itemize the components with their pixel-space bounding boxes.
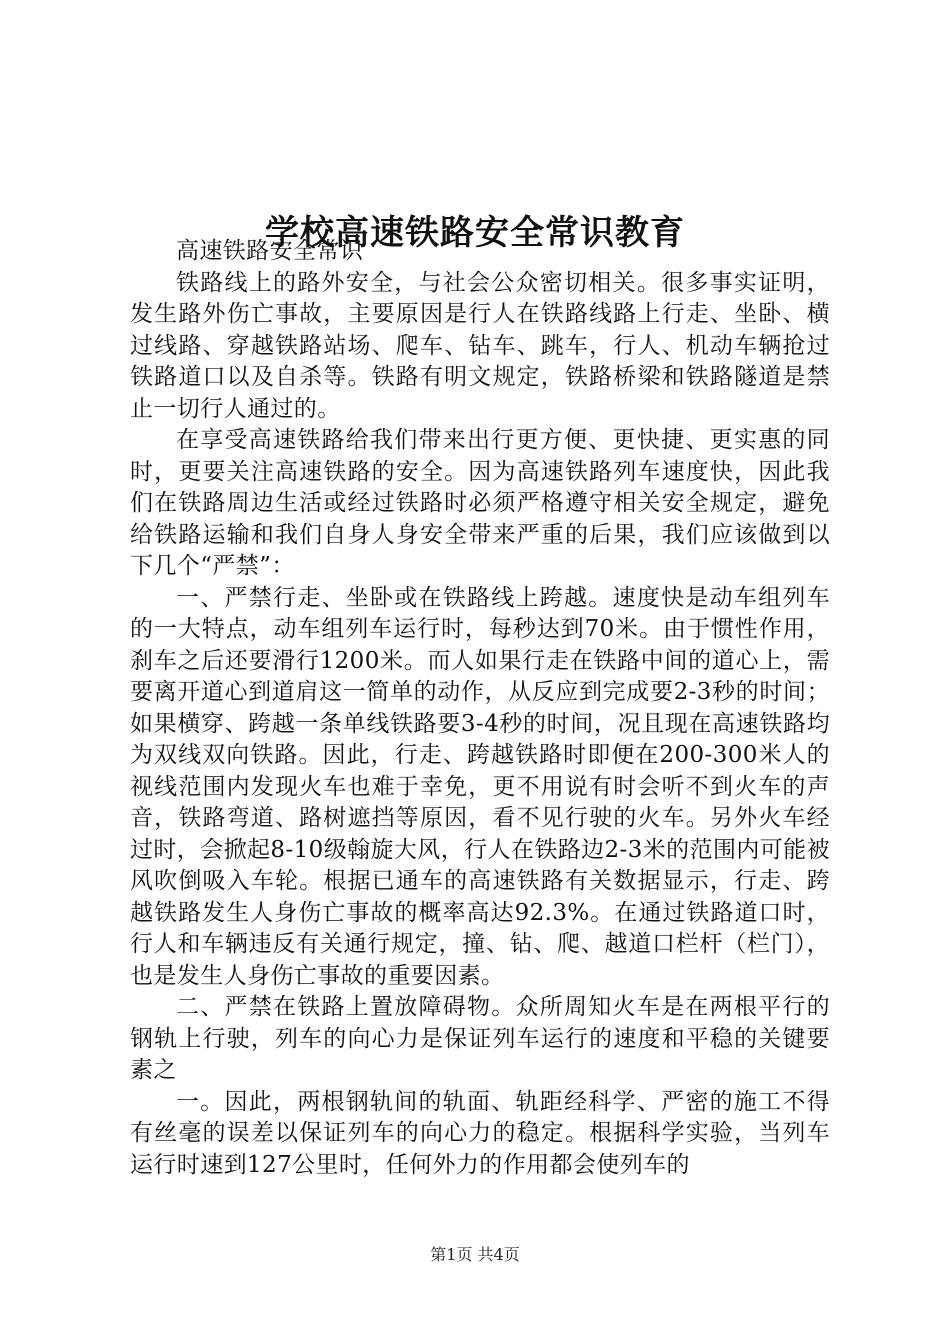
paragraph: 一。因此，两根钢轨间的轨面、轨距经科学、严密的施工不得有丝毫的误差以保证列车的向心力的稳定。根据科学实验，当列车运行时速到127公里时，任何外力的作用都会使列车的 bbox=[130, 1088, 830, 1178]
paragraph: 铁路线上的路外安全，与社会公众密切相关。很多事实证明，发生路外伤亡事故，主要原因是行人在铁路线路上行走、坐卧、横过线路、穿越铁路站场、爬车、钻车、跳车，行人、机动车辆抢过铁路道口以及自杀等。铁路有明文规定，铁路桥梁和铁路隧道是禁止一切行人通过的。 bbox=[130, 269, 830, 422]
paragraph: 在享受高速铁路给我们带来出行更方便、更快捷、更实惠的同时，更要关注高速铁路的安全。因为高速铁路列车速度快，因此我们在铁路周边生活或经过铁路时必须严格遵守相关安全规定，避免给铁路运输和我们自身人身安全带来严重的后果，我们应该做到以下几个“严禁”： bbox=[130, 427, 830, 579]
document-title: 学校高速铁路安全常识教育 bbox=[265, 212, 685, 253]
paragraph: 一、严禁行走、坐卧或在铁路线上跨越。速度快是动车组列车的一大特点，动车组列车运行时，每秒达到70米。由于惯性作用，刹车之后还要滑行1200米。而人如果行走在铁路中间的道心上，需要离开道心到道肩这一简单的动作，从反应到完成要2-3秒的时间；如果横穿、跨越一条单线铁路要3-4秒的时间，况且现在高速铁路均为双线双向铁路。因此，行走、跨越铁路时即便在200-300米人的视线范围内发现火车也难于幸免，更不用说有时会听不到火车的声音，铁路弯道、路树遮挡等原因，看不见行驶的火车。另外火车经过时，会掀起8-10级翰旋大风，行人在铁路边2-3米的范围内可能被风吹倒吸入车轮。根据已通车的高速铁路有关数据显示，行走、跨越铁路发生人身伤亡事故的概率高达92.3%。在通过铁路道口时，行人和车辆违反有关通行规定，撞、钻、爬、越道口栏杆（栏门），也是发生人身伤亡事故的重要因素。 bbox=[130, 584, 830, 989]
paragraph-subtitle: 高速铁路安全常识 bbox=[176, 238, 364, 264]
document-body bbox=[130, 236, 830, 1181]
paragraph: 二、严禁在铁路上置放障碍物。众所周知火车是在两根平行的钢轨上行驶，列车的向心力是保证列车运行的速度和平稳的关键要素之 bbox=[130, 994, 830, 1083]
page-footer: 第1页 共4页 bbox=[430, 1245, 520, 1264]
